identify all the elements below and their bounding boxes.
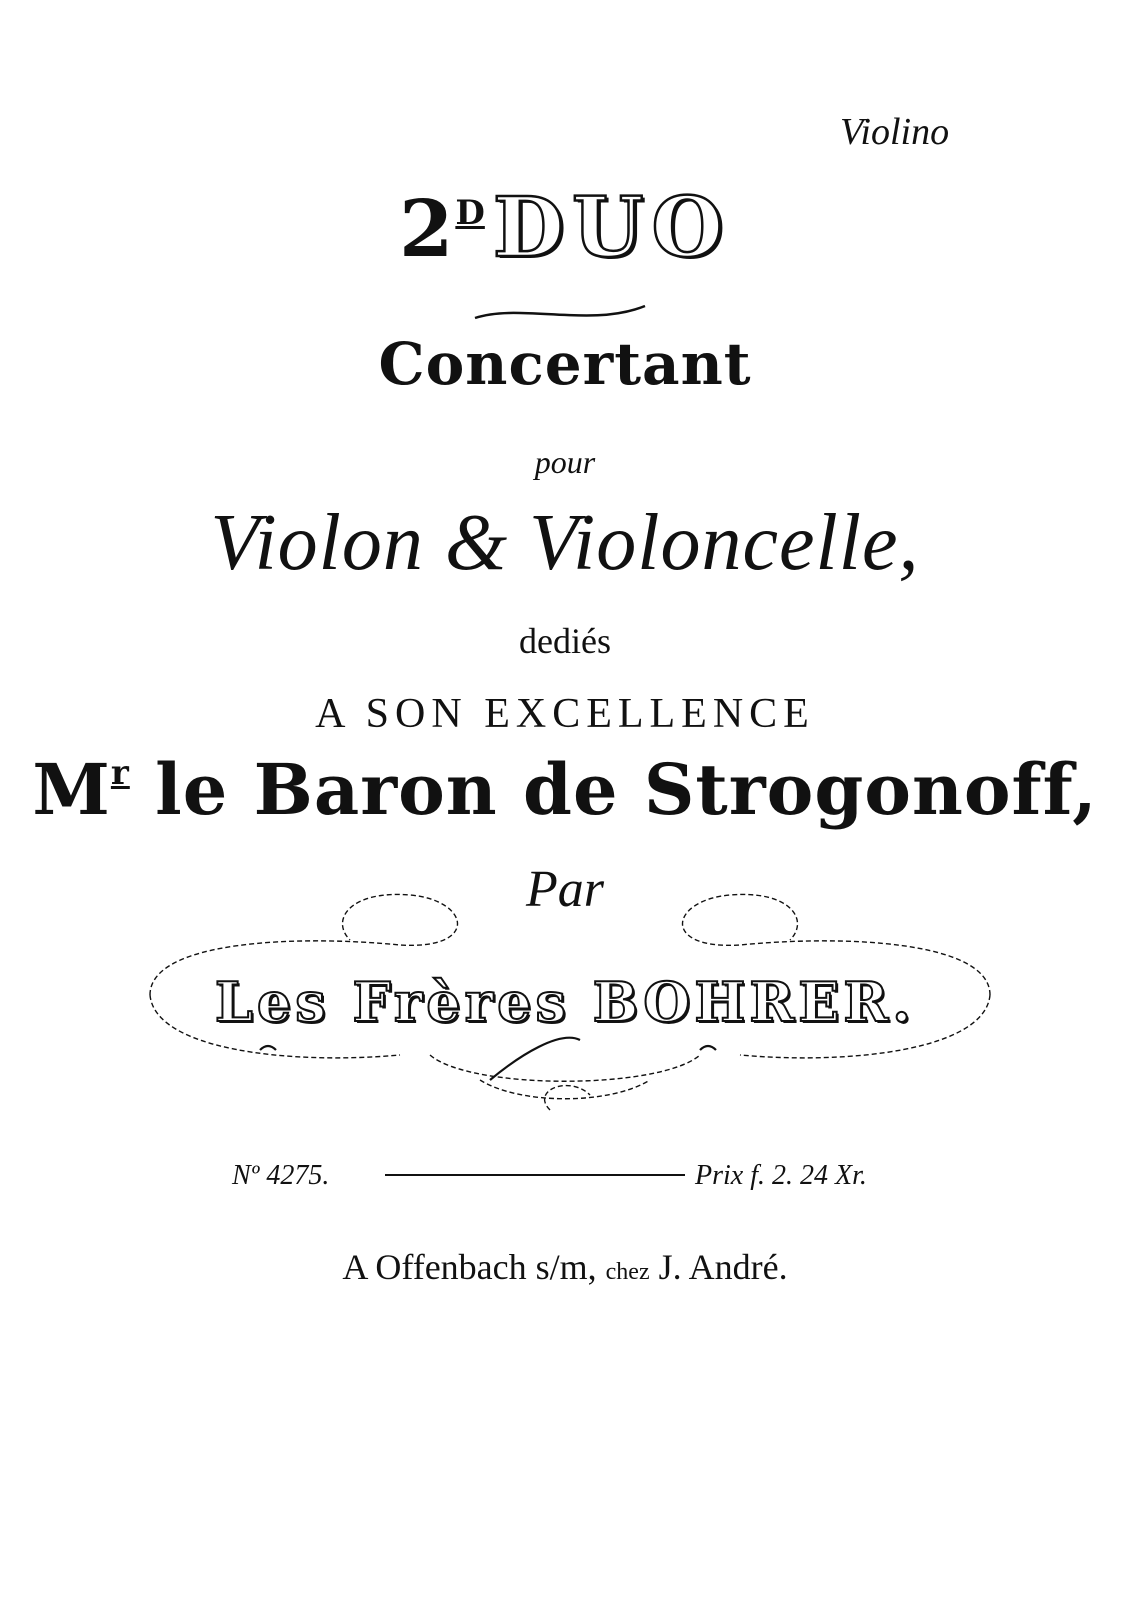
publisher-chez: chez bbox=[605, 1259, 650, 1285]
dedicatee-mr-sup: r bbox=[110, 753, 130, 793]
instruments: Violon & Violoncelle, bbox=[210, 499, 920, 587]
title-flourish bbox=[470, 298, 650, 328]
publisher-name: J. André. bbox=[658, 1247, 788, 1287]
dedicatee-mr: M bbox=[32, 748, 111, 831]
composers: Les Frères BOHRER. bbox=[214, 970, 916, 1034]
publisher-place: A Offenbach s/m, bbox=[342, 1247, 597, 1287]
pour-text: pour bbox=[534, 444, 596, 480]
price: Prix f. 2. 24 Xr. bbox=[695, 1160, 867, 1191]
par-text: Par bbox=[526, 861, 604, 918]
dedicatee bbox=[0, 748, 1130, 831]
dedicatee-name: le Baron de Strogonoff, bbox=[155, 748, 1098, 831]
subtitle: Concertant bbox=[378, 330, 752, 398]
excellence-line: A SON EXCELLENCE bbox=[315, 691, 815, 737]
divider-rule bbox=[385, 1170, 685, 1180]
title-word: DUO bbox=[492, 180, 731, 276]
title-ordinal: D bbox=[455, 193, 485, 233]
title-heading bbox=[0, 180, 1130, 276]
title-number: 2 bbox=[399, 184, 456, 275]
part-label: Violino bbox=[840, 111, 950, 153]
plate-number: Nº 4275. bbox=[232, 1160, 330, 1191]
dedies-text: dediés bbox=[519, 621, 611, 661]
publisher-line bbox=[0, 1246, 1130, 1288]
